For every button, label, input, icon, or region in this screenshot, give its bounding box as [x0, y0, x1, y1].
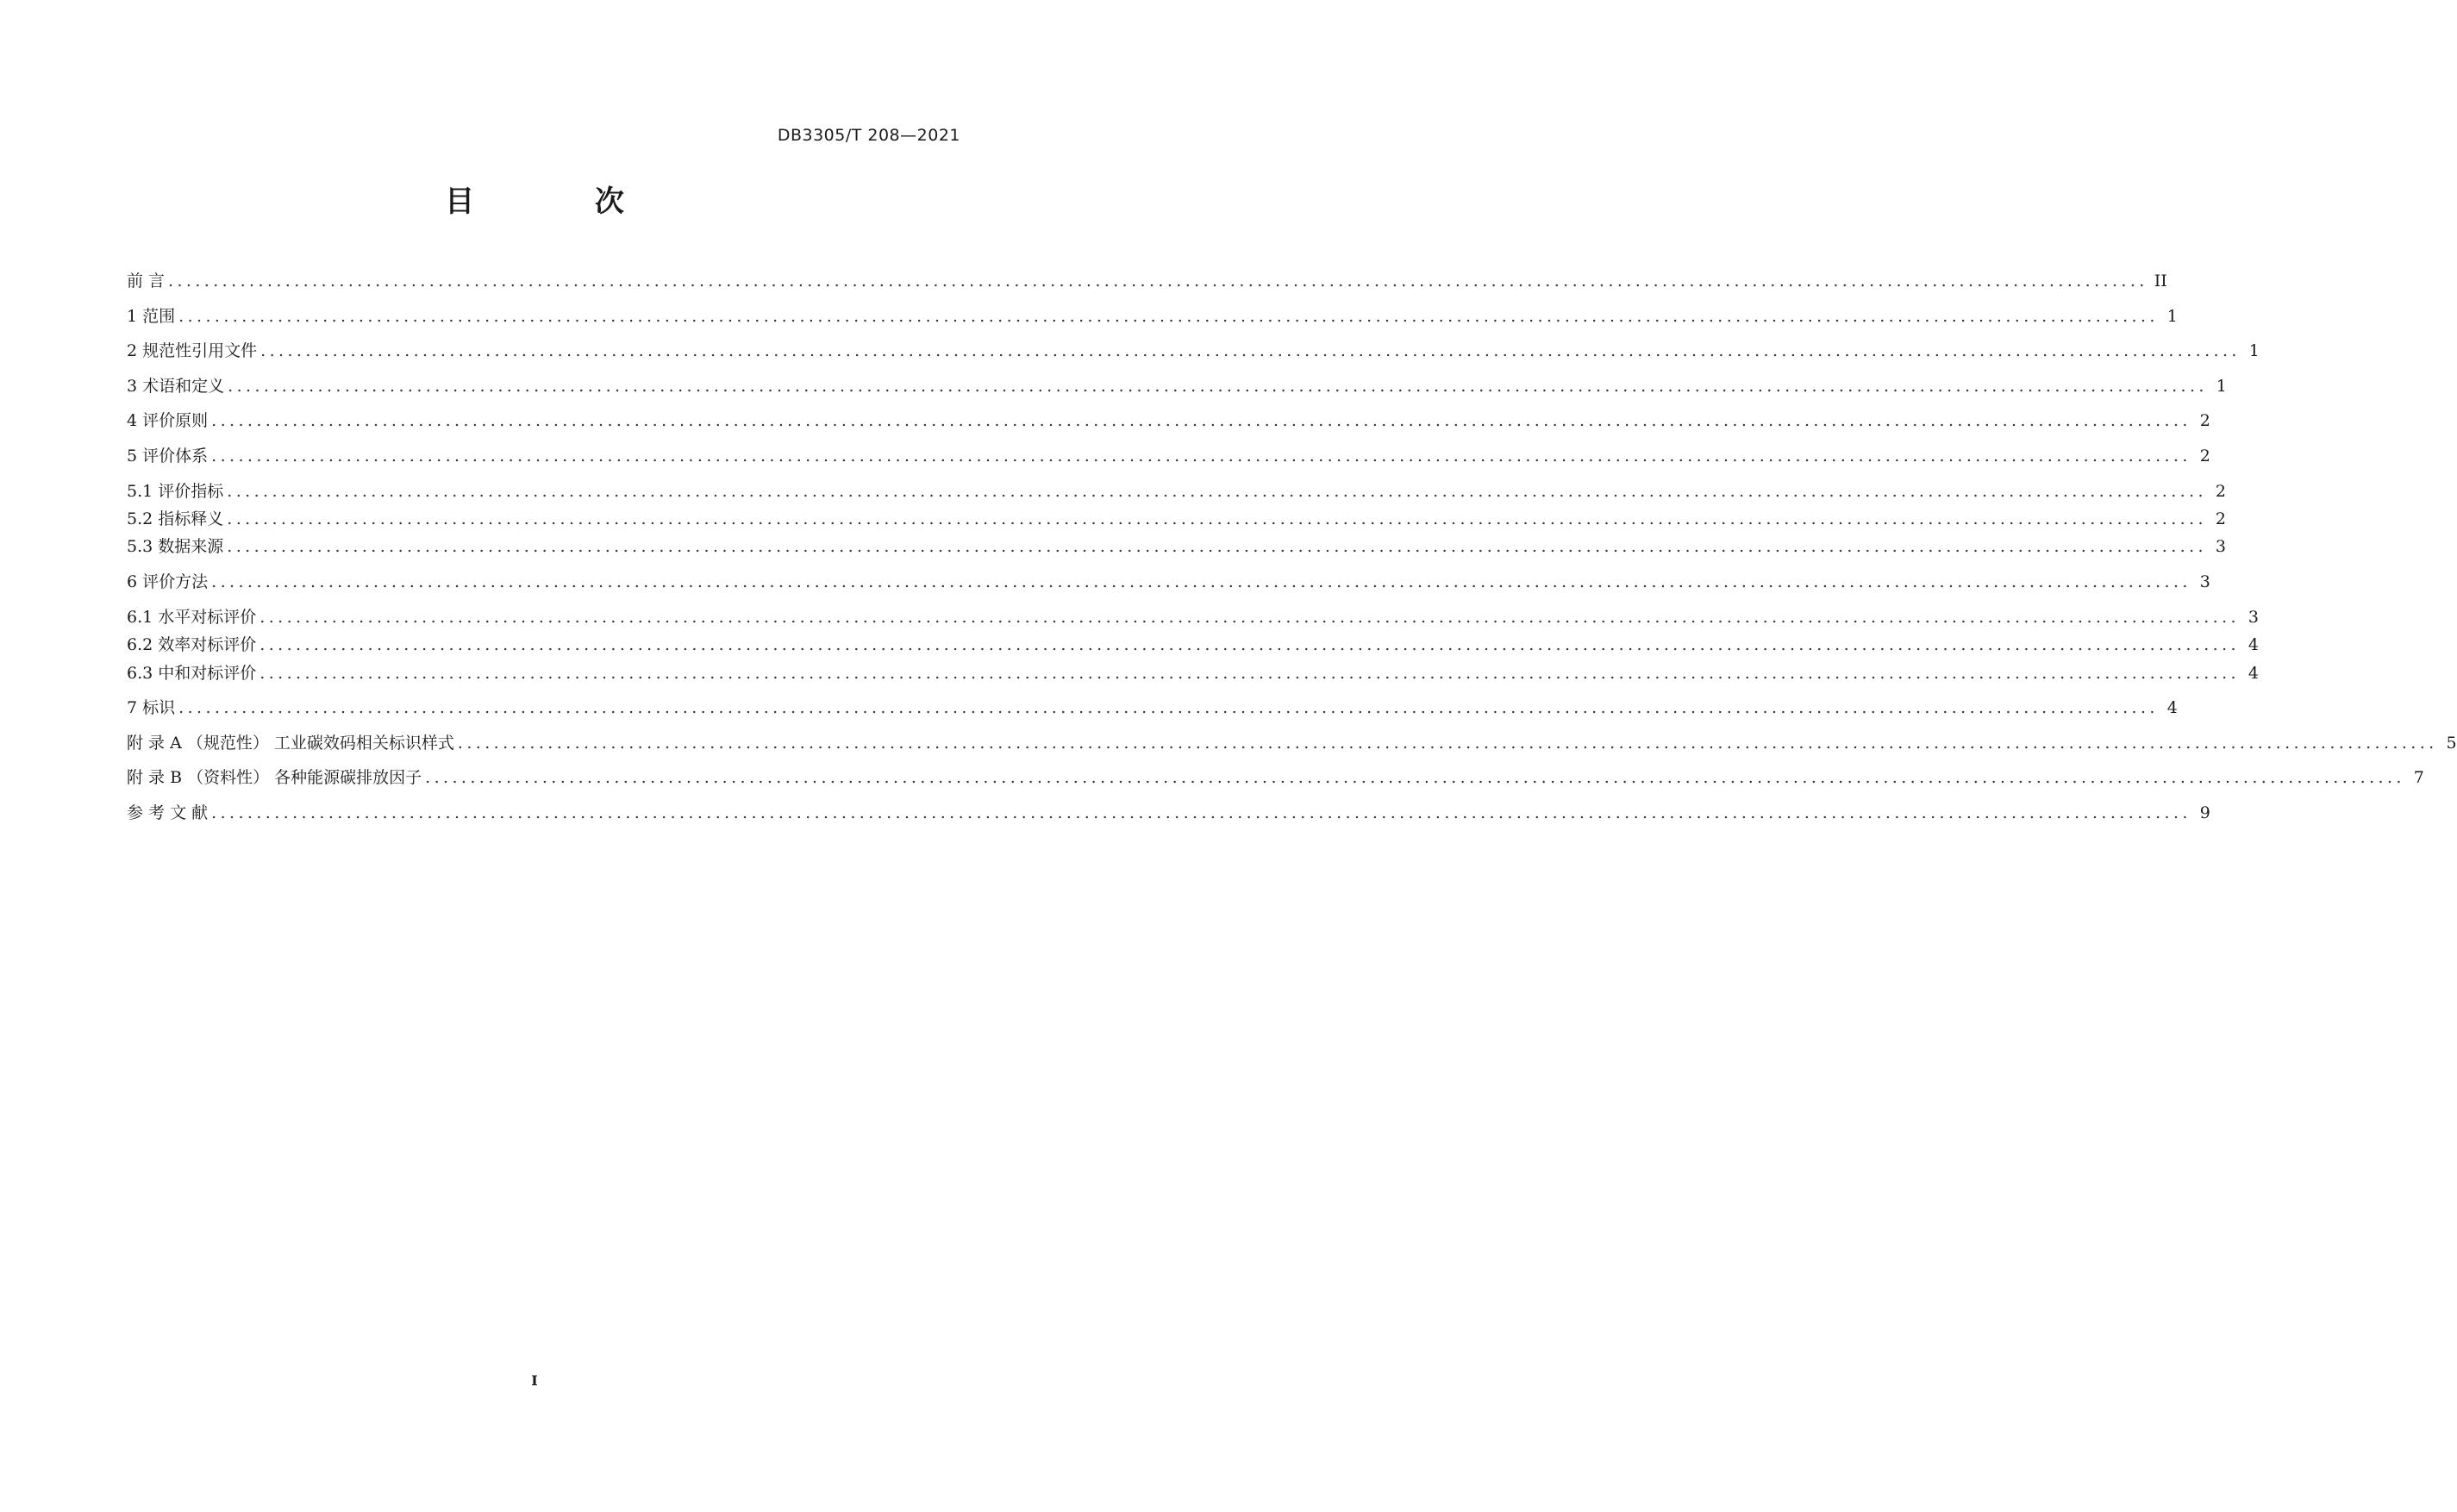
toc-entry-page: 3	[2248, 608, 2259, 627]
toc-entry-6-3[interactable]	[127, 659, 2259, 684]
toc-leader-dots: ............................................................................................................................................................................................................................	[259, 608, 2240, 627]
toc-entry-page: 2	[2199, 447, 2210, 465]
toc-entry-label: 6.2 效率对标评价	[127, 635, 257, 654]
toc-entry-page: 1	[2216, 377, 2227, 396]
toc-entry-label: 5.1 评价指标	[127, 482, 224, 501]
toc-entry-principles[interactable]	[127, 407, 2210, 431]
toc-entry-methods[interactable]	[127, 568, 2210, 592]
toc-entry-bibliography[interactable]	[127, 799, 2210, 823]
toc-leader-dots: ............................................................................................................................................................................................................................	[211, 447, 2191, 465]
toc-entry-foreword[interactable]	[127, 267, 2167, 291]
toc-entry-label: 4 评价原则	[127, 411, 209, 430]
toc-entry-page: 3	[2199, 572, 2210, 591]
toc-entry-terms[interactable]	[127, 372, 2227, 397]
toc-leader-dots: ............................................................................................................................................................................................................................	[457, 734, 2438, 753]
toc-entry-label: 5.2 指标释义	[127, 509, 224, 528]
toc-entry-annex-b[interactable]	[127, 764, 2424, 788]
toc-entry-scope[interactable]	[127, 303, 2178, 327]
toc-entry-label: 6.1 水平对标评价	[127, 608, 257, 627]
toc-entry-page: 4	[2166, 698, 2178, 717]
toc-entry-label: 1 范围	[127, 307, 176, 326]
toc-leader-dots: ............................................................................................................................................................................................................................	[227, 509, 2207, 528]
toc-entry-5-1[interactable]	[127, 478, 2226, 502]
toc-entry-5-3[interactable]	[127, 533, 2226, 557]
toc-entry-page: 1	[2166, 307, 2178, 326]
toc-entry-label: 5 评价体系	[127, 447, 209, 465]
toc-leader-dots: ............................................................................................................................................................................................................................	[211, 803, 2191, 822]
toc-entry-system[interactable]	[127, 442, 2210, 466]
toc-leader-dots: ............................................................................................................................................................................................................................	[211, 572, 2191, 591]
toc-leader-dots: ............................................................................................................................................................................................................................	[425, 768, 2405, 787]
toc-leader-dots: ............................................................................................................................................................................................................................	[168, 272, 2148, 291]
toc-entry-page: 5	[2446, 734, 2457, 753]
toc-entry-page: 2	[2215, 509, 2226, 528]
toc-entry-6-2[interactable]	[127, 631, 2259, 655]
toc-entry-label: 3 术语和定义	[127, 377, 225, 396]
toc-entry-page: 4	[2248, 664, 2259, 683]
toc-leader-dots: ............................................................................................................................................................................................................................	[260, 341, 2241, 360]
toc-entry-label: 6 评价方法	[127, 572, 209, 591]
toc-entry-page: 1	[2248, 341, 2260, 360]
toc-entry-label: 2 规范性引用文件	[127, 341, 258, 360]
toc-leader-dots: ............................................................................................................................................................................................................................	[259, 635, 2240, 654]
toc-leader-dots: ............................................................................................................................................................................................................................	[228, 377, 2208, 396]
toc-entry-marking[interactable]	[127, 694, 2178, 718]
toc-entry-annex-a[interactable]	[127, 729, 2457, 753]
toc-entry-page: 2	[2215, 482, 2226, 501]
toc-entry-label: 参 考 文 献	[127, 803, 209, 822]
toc-entry-label: 附 录 B （资料性） 各种能源碳排放因子	[127, 768, 422, 787]
document-code: DB3305/T 208—2021	[777, 126, 960, 145]
toc-entry-label: 附 录 A （规范性） 工业碳效码相关标识样式	[127, 734, 454, 753]
toc-entry-6-1[interactable]	[127, 603, 2259, 628]
toc-entry-page: II	[2154, 272, 2167, 291]
toc-leader-dots: ............................................................................................................................................................................................................................	[227, 482, 2207, 501]
toc-leader-dots: ............................................................................................................................................................................................................................	[178, 307, 2159, 326]
toc-entry-5-2[interactable]	[127, 505, 2226, 529]
toc-entry-label: 前 言	[127, 272, 166, 291]
page-title: 目 次	[445, 184, 679, 219]
toc-leader-dots: ............................................................................................................................................................................................................................	[211, 411, 2191, 430]
toc-entry-page: 9	[2199, 803, 2210, 822]
page-number: I	[531, 1372, 538, 1389]
toc-entry-page: 3	[2215, 537, 2226, 556]
toc-entry-page: 4	[2248, 635, 2259, 654]
toc-entry-label: 7 标识	[127, 698, 176, 717]
toc-entry-page: 7	[2413, 768, 2424, 787]
toc-entry-normative-references[interactable]	[127, 337, 2260, 361]
toc-leader-dots: ............................................................................................................................................................................................................................	[227, 537, 2207, 556]
toc-leader-dots: ............................................................................................................................................................................................................................	[178, 698, 2159, 717]
toc-leader-dots: ............................................................................................................................................................................................................................	[259, 664, 2240, 683]
toc-entry-label: 6.3 中和对标评价	[127, 664, 257, 683]
toc-entry-label: 5.3 数据来源	[127, 537, 224, 556]
toc-entry-page: 2	[2199, 411, 2210, 430]
